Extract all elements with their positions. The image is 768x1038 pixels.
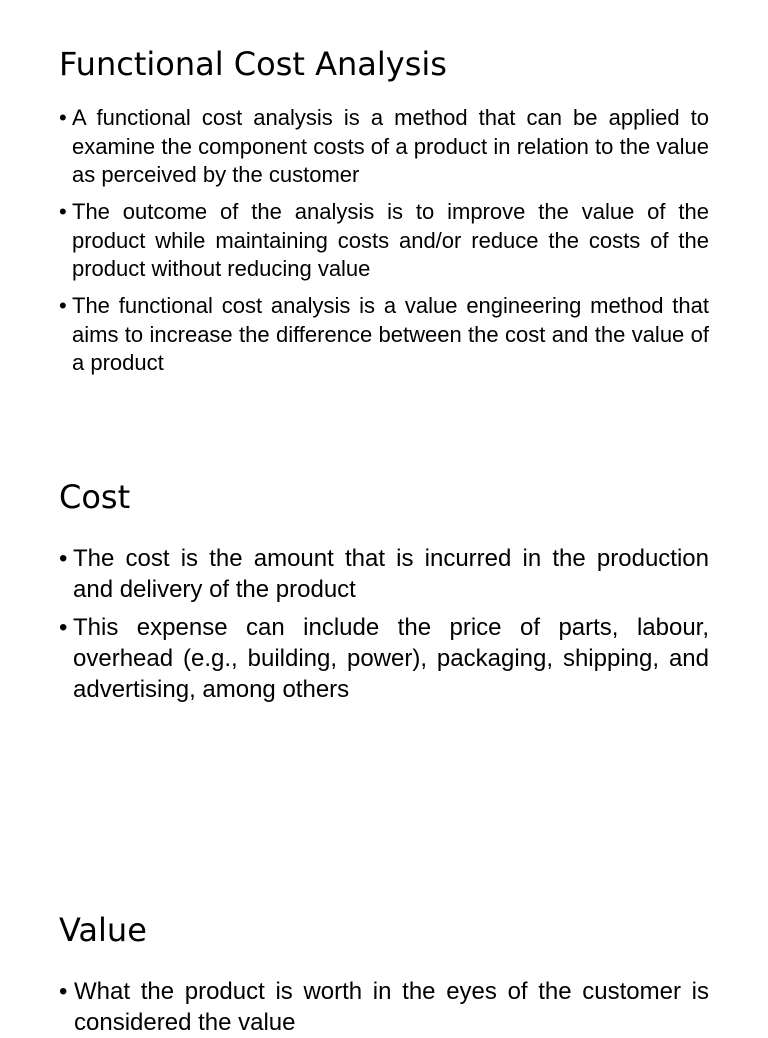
section-value xyxy=(59,910,709,1038)
section-functional-cost-analysis xyxy=(59,44,709,386)
bullet-item: • The outcome of the analysis is to improve the value of the product while maintaining costs and/or reduce the costs of the product without reducing value xyxy=(59,198,709,284)
bullet-item: • What the product is worth in the eyes of the customer is considered the value xyxy=(59,976,709,1038)
bullet-item: • The functional cost analysis is a value engineering method that aims to increase the difference between the cost and the value of a product xyxy=(59,292,709,378)
bullet-list xyxy=(59,976,709,1038)
section-title: Value xyxy=(59,911,147,949)
bullet-list xyxy=(59,543,709,705)
bullet-item: • The cost is the amount that is incurred in the production and delivery of the product xyxy=(59,543,709,605)
section-title: Cost xyxy=(59,478,131,516)
section-title: Functional Cost Analysis xyxy=(59,45,447,83)
bullet-item: • This expense can include the price of parts, labour, overhead (e.g., building, power), packaging, shipping, and advertising, among others xyxy=(59,612,709,705)
section-cost xyxy=(59,477,709,712)
bullet-item: • A functional cost analysis is a method that can be applied to examine the component costs of a product in relation to the value as perceived by the customer xyxy=(59,104,709,190)
bullet-list xyxy=(59,104,709,378)
